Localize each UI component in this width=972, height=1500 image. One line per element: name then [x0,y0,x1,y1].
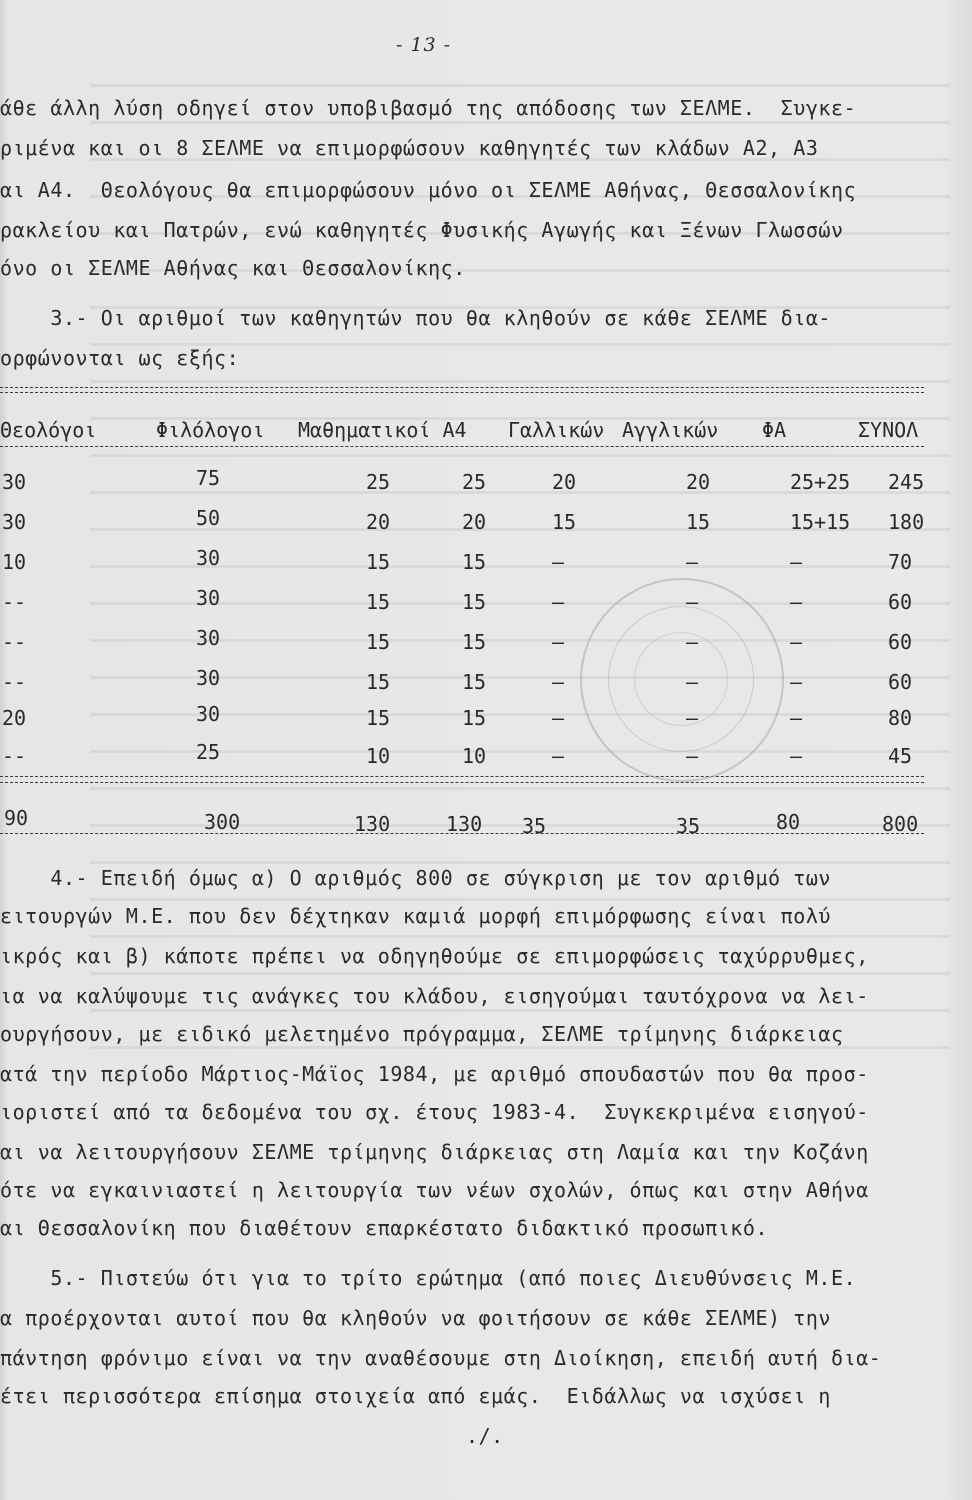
total-cell: 35 [676,814,701,838]
table-cell: 60 [888,670,913,694]
table-cell: 15 [552,510,577,534]
table-cell: – [552,630,565,654]
table-cell: 30 [2,470,27,494]
header-mathematicians: Μαθηματικοί Α4 [298,418,467,442]
table-cell: 25+25 [790,470,851,494]
header-philologists: Φιλόλογοι [156,418,265,442]
table-cell: -- [2,630,27,654]
table-cell: 180 [888,510,925,534]
table-cell: – [790,550,803,574]
table-cell: 15 [462,550,487,574]
total-cell: 80 [776,810,801,834]
text-line: ριμένα και οι 8 ΣΕΛΜΕ να επιμορφώσουν καθηγητές των κλάδων Α2, Α3 [0,136,819,160]
text-line: όνο οι ΣΕΛΜΕ Αθήνας και Θεσσαλονίκης. [0,256,466,280]
table-cell: -- [2,744,27,768]
text-line: ατά την περίοδο Μάρτιος-Μάϊος 1984, με αριθμό σπουδαστών που θα προσ- [0,1062,869,1086]
table-cell: – [686,744,699,768]
total-cell: 90 [4,806,29,830]
table-cell: 15 [462,670,487,694]
table-rule [0,776,924,777]
total-cell: 300 [204,810,241,834]
header-french: Γαλλικών [508,418,605,442]
table-cell: 30 [196,586,221,610]
text-line: αι Θεσσαλονίκη που διαθέτουν επαρκέστατο διδακτικό προσωπικό. [0,1216,769,1240]
total-cell: 130 [354,812,391,836]
table-cell: 10 [462,744,487,768]
table-cell: 15 [366,590,391,614]
text-line: ειτουργών Μ.Ε. που δεν δέχτηκαν καμιά μορφή επιμόρφωσης είναι πολύ [0,904,832,928]
text-line: άθε άλλη λύση οδηγεί στον υποβιβασμό της απόδοσης των ΣΕΛΜΕ. Συγκε- [0,96,857,120]
table-cell: 30 [196,626,221,650]
table-cell: – [790,590,803,614]
table-cell: 15 [462,630,487,654]
table-cell: 30 [196,702,221,726]
table-cell: 45 [888,744,913,768]
table-cell: 15+15 [790,510,851,534]
table-cell: – [686,630,699,654]
table-rule [0,833,924,834]
table-cell: 10 [2,550,27,574]
header-pe: ΦΑ [762,418,787,442]
table-cell: – [790,670,803,694]
text-line: πάντηση φρόνιμο είναι να την αναθέσουμε στη Διοίκηση, επειδή αυτή δια- [0,1346,882,1370]
table-cell: – [552,706,565,730]
table-rule [0,446,924,447]
table-cell: – [790,630,803,654]
text-line: ια να καλύψουμε τις ανάγκες του κλάδου, εισηγούμαι ταυτόχρονα να λει- [0,984,869,1008]
table-cell: 20 [552,470,577,494]
table-cell: – [790,706,803,730]
table-cell: 70 [888,550,913,574]
table-cell: -- [2,670,27,694]
table-cell: – [552,744,565,768]
table-cell: 15 [366,706,391,730]
stamp-core-ring [634,632,728,726]
table-cell: – [790,744,803,768]
table-cell: 50 [196,506,221,530]
table-cell: 15 [366,550,391,574]
table-cell: 245 [888,470,925,494]
text-line: ουργήσουν, με ειδικό μελετημένο πρόγραμμα, ΣΕΛΜΕ τρίμηνης διάρκειας [0,1022,844,1046]
header-english: Αγγλικών [622,418,719,442]
text-line: 3.- Οι αριθμοί των καθηγητών που θα κληθούν σε κάθε ΣΕΛΜΕ δια- [0,306,832,330]
text-line: αι Α4. Θεολόγους θα επιμορφώσουν μόνο οι ΣΕΛΜΕ Αθήνας, Θεσσαλονίκης [0,178,857,202]
table-cell: 20 [462,510,487,534]
text-line: έτει περισσότερα επίσημα στοιχεία από εμάς. Ειδάλλως να ισχύσει η [0,1384,832,1408]
header-theologians: Θεολόγοι [0,418,97,442]
table-cell: 60 [888,630,913,654]
text-line: α προέρχονται αυτοί που θα κληθούν να φοιτήσουν σε κάθε ΣΕΛΜΕ) την [0,1306,832,1330]
continuation-mark: ./. [466,1424,504,1448]
table-cell: 80 [888,706,913,730]
table-cell: 20 [686,470,711,494]
table-cell: 15 [686,510,711,534]
total-cell: 130 [446,812,483,836]
table-cell: – [552,550,565,574]
text-line: 4.- Επειδή όμως α) Ο αριθμός 800 σε σύγκριση με τον αριθμό των [0,866,832,890]
table-cell: – [686,706,699,730]
table-cell: 25 [462,470,487,494]
table-cell: 15 [366,630,391,654]
header-total: ΣΥΝΟΛ [858,418,919,442]
text-line: ότε να εγκαινιαστεί η λειτουργία των νέων σχολών, όπως και στην Αθήνα [0,1178,869,1202]
text-line: ικρός και β) κάποτε πρέπει να οδηγηθούμε σε επιμορφώσεις ταχύρρυθμες, [0,944,869,968]
text-line: αι να λειτουργήσουν ΣΕΛΜΕ τρίμηνης διάρκειας στη Λαμία και την Κοζάνη [0,1140,869,1164]
table-cell: – [686,590,699,614]
table-cell: 75 [196,466,221,490]
table-cell: 30 [196,666,221,690]
page-number: - 13 - [396,34,452,56]
text-line: ρακλείου και Πατρών, ενώ καθηγητές Φυσικής Αγωγής και Ξένων Γλωσσών [0,218,844,242]
table-cell: 15 [462,590,487,614]
table-cell: 25 [196,740,221,764]
table-cell: – [686,670,699,694]
table-cell: 15 [462,706,487,730]
table-rule [0,782,924,783]
table-cell: 10 [366,744,391,768]
table-cell: 30 [2,510,27,534]
total-cell: 800 [882,812,919,836]
table-cell: 25 [366,470,391,494]
text-line: 5.- Πιστεύω ότι για το τρίτο ερώτημα (από ποιες Διευθύνσεις Μ.Ε. [0,1266,857,1290]
text-line: ιοριστεί από τα δεδομένα του σχ. έτους 1983-4. Συγκεκριμένα εισηγού- [0,1100,869,1124]
table-rule [0,392,924,393]
official-stamp [580,578,784,782]
table-cell: 20 [2,706,27,730]
text-line: ορφώνονται ως εξής: [0,346,240,370]
table-cell: -- [2,590,27,614]
table-cell: – [686,550,699,574]
table-cell: 60 [888,590,913,614]
table-cell: 30 [196,546,221,570]
table-cell: – [552,590,565,614]
total-cell: 35 [522,814,547,838]
table-cell: 15 [366,670,391,694]
table-cell: – [552,670,565,694]
table-rule [0,387,924,388]
table-cell: 20 [366,510,391,534]
